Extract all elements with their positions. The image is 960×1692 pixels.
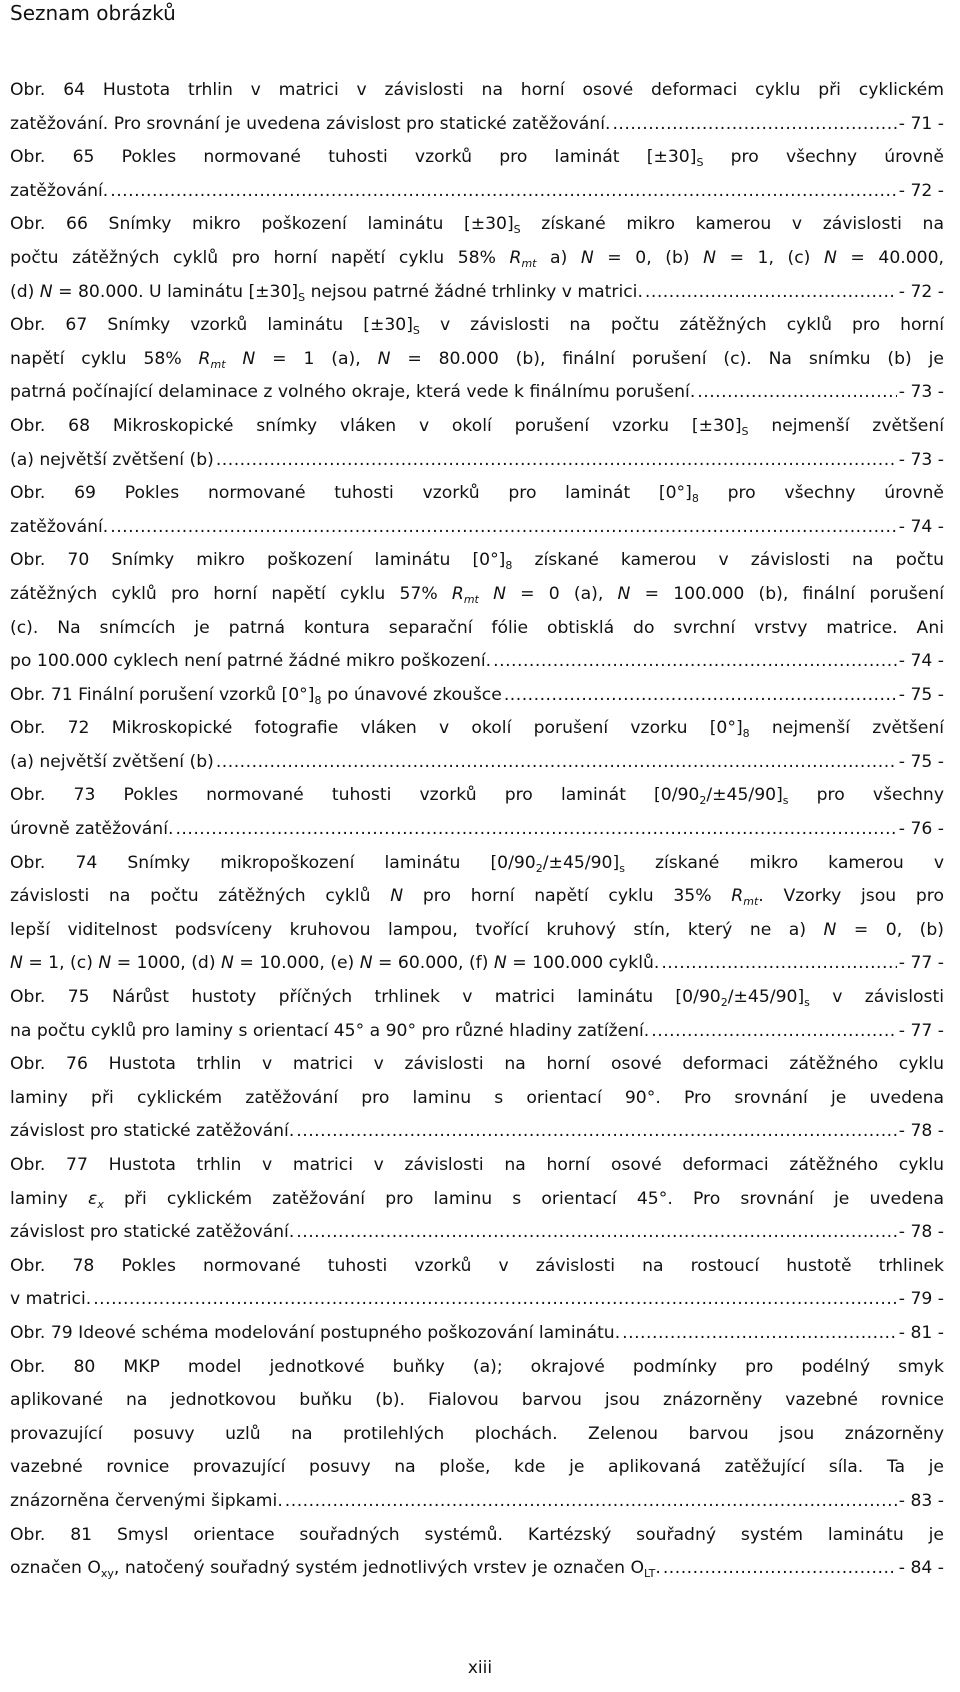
toc-entry-text: znázorněna červenými šipkami. bbox=[10, 1490, 283, 1511]
toc-entry-text: označen $O_{xy}$, natočený souřadný systém jednotlivých vrstev je označen $O_{LT}$. bbox=[10, 1558, 661, 1581]
page-number: xiii bbox=[467, 1658, 493, 1678]
toc-page bbox=[10, 0, 944, 1586]
toc-entry-last-line bbox=[10, 1115, 944, 1149]
toc-entry-line: Obr. 66 Snímky mikro poškození laminátu $[\pm 30]_S$ získané mikro kamerou v závislosti na bbox=[10, 214, 944, 237]
toc-entry-line: zátěžných cyklů pro horní napětí cyklu 57% $R_{mt}$ N = 0 (a), N = 100.000 (b), finální porušení bbox=[10, 583, 944, 606]
toc-entry-line: Obr. 67 Snímky vzorků laminátu $[\pm 30]_S$ v závislosti na počtu zátěžných cyklů pro horní bbox=[10, 315, 944, 338]
dot-leader bbox=[296, 1115, 897, 1149]
toc-entry-text: (a) největší zvětšení (b) bbox=[10, 751, 214, 772]
toc-entry-line: závislosti na počtu zátěžných cyklů N pro horní napětí cyklu 35% $R_{mt}$. Vzorky jsou pro bbox=[10, 886, 944, 909]
dot-leader bbox=[110, 511, 897, 545]
toc-entry-line: Obr. 76 Hustota trhlin v matrici v závislosti na horní osové deformaci zátěžného cyklu bbox=[10, 1054, 944, 1075]
toc-entry-line: Obr. 75 Nárůst hustoty příčných trhlinek v matrici laminátu $[0/90_2/\pm 45/90]_s$ v závislosti bbox=[10, 987, 944, 1010]
toc-entry-text: úrovně zatěžování. bbox=[10, 819, 174, 840]
toc-entry-text: (d) N = 80.000. U laminátu $[\pm 30]_S$ nejsou patrné žádné trhlinky v matrici. bbox=[10, 281, 643, 304]
toc-entry-line: lepší viditelnost podsvíceny kruhovou lampou, tvořící kruhový stín, který ne a) N = 0, (b) bbox=[10, 919, 944, 940]
dot-leader bbox=[93, 1283, 897, 1317]
toc-entry-text: (a) největší zvětšení (b) bbox=[10, 449, 214, 470]
page-title: Seznam obrázků bbox=[10, 1, 176, 25]
toc-page-number: - 71 - bbox=[898, 113, 944, 134]
toc-entry[interactable] bbox=[10, 679, 944, 713]
dot-leader bbox=[110, 175, 897, 209]
dot-leader bbox=[645, 276, 897, 310]
toc-entry[interactable] bbox=[10, 141, 944, 208]
dot-leader bbox=[697, 376, 897, 410]
toc-entry-line: (c). Na snímcích je patrná kontura separační fólie obtisklá do svrchní vrstvy matrice. Ani bbox=[10, 617, 944, 638]
dot-leader bbox=[504, 679, 897, 713]
toc-entry-last-line bbox=[10, 1283, 944, 1317]
dot-leader bbox=[175, 813, 896, 847]
toc-entry-line: aplikované na jednotkovou buňku (b). Fialovou barvou jsou znázorněny vazebné rovnice bbox=[10, 1390, 944, 1411]
toc-entry-line: počtu zátěžných cyklů pro horní napětí cyklu 58% $R_{mt}$ a) N = 0, (b) N = 1, (c) N = 40.000, bbox=[10, 247, 944, 270]
toc-entry[interactable] bbox=[10, 847, 944, 981]
toc-entry-text: Obr. 79 Ideové schéma modelování postupného poškozování laminátu. bbox=[10, 1322, 621, 1343]
toc-page-number: - 74 - bbox=[898, 516, 944, 537]
toc-entry[interactable] bbox=[10, 779, 944, 846]
toc-entry-last-line bbox=[10, 1317, 944, 1351]
toc-entry-last-line bbox=[10, 679, 944, 713]
toc-entry-text: závislost pro statické zatěžování. bbox=[10, 1222, 295, 1243]
toc-entry[interactable] bbox=[10, 1149, 944, 1250]
toc-entry-last-line bbox=[10, 1552, 944, 1586]
toc-page-number: - 81 - bbox=[898, 1322, 944, 1343]
toc-entry-line: vazebné rovnice provazující posuvy na ploše, kde je aplikovaná zatěžující síla. Ta je bbox=[10, 1457, 944, 1478]
toc-entry[interactable] bbox=[10, 309, 944, 410]
toc-entry-text: Obr. 71 Finální porušení vzorků $[0^\circ]_8$ po únavové zkoušce bbox=[10, 684, 502, 707]
toc-entry-line: laminy $\varepsilon_x$ při cyklickém zatěžování pro laminu s orientací 45°. Pro srovnání je uvedena bbox=[10, 1188, 944, 1211]
toc-entry-text: N = 1, (c) N = 1000, (d) N = 10.000, (e) N = 60.000, (f) N = 100.000 cyklů. bbox=[10, 953, 660, 974]
dot-leader bbox=[612, 108, 896, 142]
toc-page-number: - 72 - bbox=[898, 281, 944, 302]
toc-entry-last-line bbox=[10, 645, 944, 679]
toc-entry-line: Obr. 80 MKP model jednotkové buňky (a); okrajové podmínky pro podélný smyk bbox=[10, 1356, 944, 1377]
toc-entry-last-line bbox=[10, 276, 944, 310]
toc-entry[interactable] bbox=[10, 981, 944, 1048]
toc-page-number: - 76 - bbox=[898, 819, 944, 840]
toc-entry[interactable] bbox=[10, 544, 944, 678]
toc-entry[interactable] bbox=[10, 1250, 944, 1317]
toc-entry-line: Obr. 70 Snímky mikro poškození laminátu $[0^\circ]_8$ získané kamerou v závislosti na počtu bbox=[10, 550, 944, 573]
toc-entry[interactable] bbox=[10, 477, 944, 544]
dot-leader bbox=[661, 947, 896, 981]
toc-entry[interactable] bbox=[10, 74, 944, 141]
toc-entry-line: Obr. 78 Pokles normované tuhosti vzorků v závislosti na rostoucí hustotě trhlinek bbox=[10, 1255, 944, 1276]
toc-entry-line: Obr. 65 Pokles normované tuhosti vzorků pro laminát $[\pm 30]_S$ pro všechny úrovně bbox=[10, 147, 944, 170]
toc-page-number: - 84 - bbox=[898, 1558, 944, 1579]
toc-page-number: - 78 - bbox=[898, 1222, 944, 1243]
toc-entry-line: Obr. 73 Pokles normované tuhosti vzorků pro laminát $[0/90_2/\pm 45/90]_s$ pro všechny bbox=[10, 785, 944, 808]
toc-entry-last-line bbox=[10, 1485, 944, 1519]
toc-entry-last-line bbox=[10, 376, 944, 410]
toc-entry-text: závislost pro statické zatěžování. bbox=[10, 1121, 295, 1142]
toc-entry[interactable] bbox=[10, 410, 944, 477]
toc-entry[interactable] bbox=[10, 208, 944, 309]
toc-entry-text: zatěžování. bbox=[10, 180, 109, 201]
toc-entry-text: na počtu cyklů pro laminy s orientací 45° a 90° pro různé hladiny zatížení. bbox=[10, 1020, 650, 1041]
toc-entry[interactable] bbox=[10, 1519, 944, 1586]
toc-entry-text: v matrici. bbox=[10, 1289, 92, 1310]
dot-leader bbox=[663, 1552, 897, 1586]
toc-entry-line: Obr. 64 Hustota trhlin v matrici v závislosti na horní osové deformaci cyklu při cyklickém bbox=[10, 80, 944, 100]
toc-entry-last-line bbox=[10, 813, 944, 847]
toc-entry-text: zatěžování. Pro srovnání je uvedena závislost pro statické zatěžování. bbox=[10, 113, 611, 134]
toc-page-number: - 75 - bbox=[898, 684, 944, 705]
toc-page-number: - 73 - bbox=[898, 449, 944, 470]
toc-entry[interactable] bbox=[10, 1351, 944, 1519]
toc-entry-line: laminy při cyklickém zatěžování pro laminu s orientací 90°. Pro srovnání je uvedena bbox=[10, 1087, 944, 1108]
toc-page-number: - 77 - bbox=[898, 1020, 944, 1041]
figure-list bbox=[10, 74, 944, 1586]
toc-entry-line: Obr. 74 Snímky mikropoškození laminátu $[0/90_2/\pm 45/90]_s$ získané mikro kamerou v bbox=[10, 852, 944, 875]
toc-entry-line: provazující posuvy uzlů na protilehlých plochách. Zelenou barvou jsou znázorněny bbox=[10, 1423, 944, 1444]
toc-entry-line: Obr. 81 Smysl orientace souřadných systémů. Kartézský souřadný systém laminátu je bbox=[10, 1524, 944, 1545]
toc-entry-line: napětí cyklu 58% $R_{mt}$ N = 1 (a), N = 80.000 (b), finální porušení (c). Na snímku (b) je bbox=[10, 348, 944, 371]
toc-entry[interactable] bbox=[10, 1048, 944, 1149]
toc-entry-line: Obr. 77 Hustota trhlin v matrici v závislosti na horní osové deformaci zátěžného cyklu bbox=[10, 1155, 944, 1175]
dot-leader bbox=[285, 1485, 897, 1519]
dot-leader bbox=[651, 1015, 897, 1049]
toc-entry-last-line bbox=[10, 1216, 944, 1250]
toc-entry-text: zatěžování. bbox=[10, 516, 109, 537]
toc-entry-line: Obr. 72 Mikroskopické fotografie vláken v okolí porušení vzorku $[0^\circ]_8$ nejmenší zvětšení bbox=[10, 718, 944, 741]
toc-entry-last-line bbox=[10, 1015, 944, 1049]
toc-page-number: - 73 - bbox=[898, 382, 944, 403]
toc-entry[interactable] bbox=[10, 1317, 944, 1351]
dot-leader bbox=[296, 1216, 897, 1250]
toc-entry-last-line bbox=[10, 947, 944, 981]
dot-leader bbox=[216, 746, 897, 780]
toc-entry-last-line bbox=[10, 175, 944, 209]
dot-leader bbox=[216, 444, 897, 478]
toc-page-number: - 74 - bbox=[898, 651, 944, 672]
toc-page-number: - 83 - bbox=[898, 1490, 944, 1511]
toc-entry-last-line bbox=[10, 511, 944, 545]
toc-entry[interactable] bbox=[10, 712, 944, 779]
toc-page-number: - 75 - bbox=[898, 751, 944, 772]
toc-page-number: - 77 - bbox=[898, 953, 944, 974]
toc-page-number: - 72 - bbox=[898, 180, 944, 201]
toc-entry-text: patrná počínající delaminace z volného okraje, která vede k finálnímu porušení. bbox=[10, 382, 696, 403]
toc-entry-last-line bbox=[10, 746, 944, 780]
toc-page-number: - 78 - bbox=[898, 1121, 944, 1142]
toc-page-number: - 79 - bbox=[898, 1289, 944, 1310]
toc-entry-last-line bbox=[10, 108, 944, 142]
dot-leader bbox=[493, 645, 897, 679]
toc-entry-last-line bbox=[10, 444, 944, 478]
dot-leader bbox=[622, 1317, 897, 1351]
toc-entry-line: Obr. 69 Pokles normované tuhosti vzorků pro laminát $[0^\circ]_8$ pro všechny úrovně bbox=[10, 483, 944, 506]
toc-entry-line: Obr. 68 Mikroskopické snímky vláken v okolí porušení vzorku $[\pm 30]_S$ nejmenší zvětšení bbox=[10, 415, 944, 438]
toc-entry-text: po 100.000 cyklech není patrné žádné mikro poškození. bbox=[10, 651, 492, 672]
